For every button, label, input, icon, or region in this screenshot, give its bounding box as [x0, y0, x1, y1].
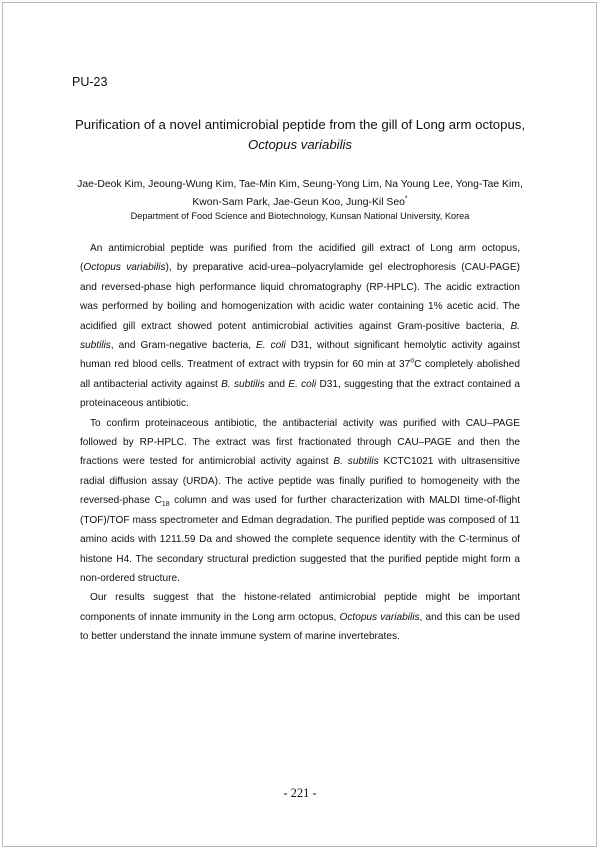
text-run: C completely abolished all antibacterial activity against: [80, 359, 520, 390]
abstract-paragraph-3: [80, 588, 520, 646]
abstract-paragraph-2: [80, 414, 520, 589]
text-run: and: [264, 378, 289, 390]
corresponding-author-mark: *: [404, 195, 408, 203]
abstract-code: PU-23: [72, 75, 108, 89]
species-name: E. coli: [256, 340, 286, 352]
species-name: B. subtilis: [221, 378, 265, 390]
species-name: B. subtilis: [333, 456, 379, 468]
text-run: An antimicrobial peptide was purified from the acidified gill extract of Long arm octopus, (: [80, 243, 520, 274]
page-number: - 221 -: [283, 786, 317, 800]
text-run: , and Gram-negative bacteria,: [110, 340, 257, 352]
abstract-paragraph-1: [80, 239, 520, 414]
paper-title-line-1: Purification of a novel antimicrobial peptide from the gill of Long arm octopus,: [74, 117, 526, 132]
species-name: B. subtilis: [80, 320, 520, 352]
text-run: D31, without significant hemolytic activity against human red blood cells. Treatment of extract with trypsin for 60 min at 37: [80, 340, 520, 371]
species-name: E. coli: [288, 378, 317, 390]
author-list-line-1: Jae-Deok Kim, Jeoung-Wung Kim, Tae-Min Kim, Seung-Yong Lim, Na Young Lee, Yong-Tae Kim,: [77, 179, 523, 190]
author-names: Kwon-Sam Park, Jae-Geun Koo, Jung-Kil Seo: [192, 197, 405, 208]
species-name: Octopus variabilis: [83, 262, 166, 274]
paper-title-line-2: Octopus variabilis: [247, 137, 353, 152]
species-name: Octopus variabilis: [339, 611, 420, 623]
text-run: D31, suggesting that the extract contained a proteinaceous antibiotic.: [80, 378, 520, 410]
text-run: To confirm proteinaceous antibiotic, the antibacterial activity was purified with CAU–PAGE followed by RP-HPLC. The extract was first fractionated through CAU–PAGE and then the fractions were tested for antimicrobial activity against: [80, 417, 520, 468]
text-run: Our results suggest that the histone-related antimicrobial peptide might be important components of innate immunity in the Long arm octopus,: [80, 592, 520, 623]
subscript: 18: [161, 501, 170, 509]
text-run: , and this can be used to better understand the innate immune system of marine invertebrates.: [80, 611, 520, 643]
abstract-body: [80, 239, 520, 647]
text-run: KCTC1021 with ultrasensitive radial diffusion assay (URDA). The active peptide was finally purified to homogeneity with the reversed-phase C: [80, 456, 520, 507]
degree-superscript: o: [410, 358, 415, 366]
text-run: column and was used for further characterization with MALDI time-of-flight (TOF)/TOF mass spectrometer and Edman degradation. The purified peptide was composed of 11 amino acids with 1211.59 Da and showed the complete sequence identity with the C-terminus of histone H4. The secondary structural prediction suggested that the purified peptide might form a non-ordered structure.: [80, 495, 521, 584]
text-run: ), by preparative acid-urea–polyacrylamide gel electrophoresis (CAU-PAGE) and reversed-phase high performance liquid chromatography (RP-HPLC). The acidic extraction was performed by boiling and homogenization with acidic water containing 1% acetic acid. The acidified gill extract showed potent antimicrobial activities against Gram-positive bacteria,: [80, 262, 520, 332]
affiliation: Department of Food Science and Biotechnology, Kunsan National University, Korea: [130, 211, 470, 221]
